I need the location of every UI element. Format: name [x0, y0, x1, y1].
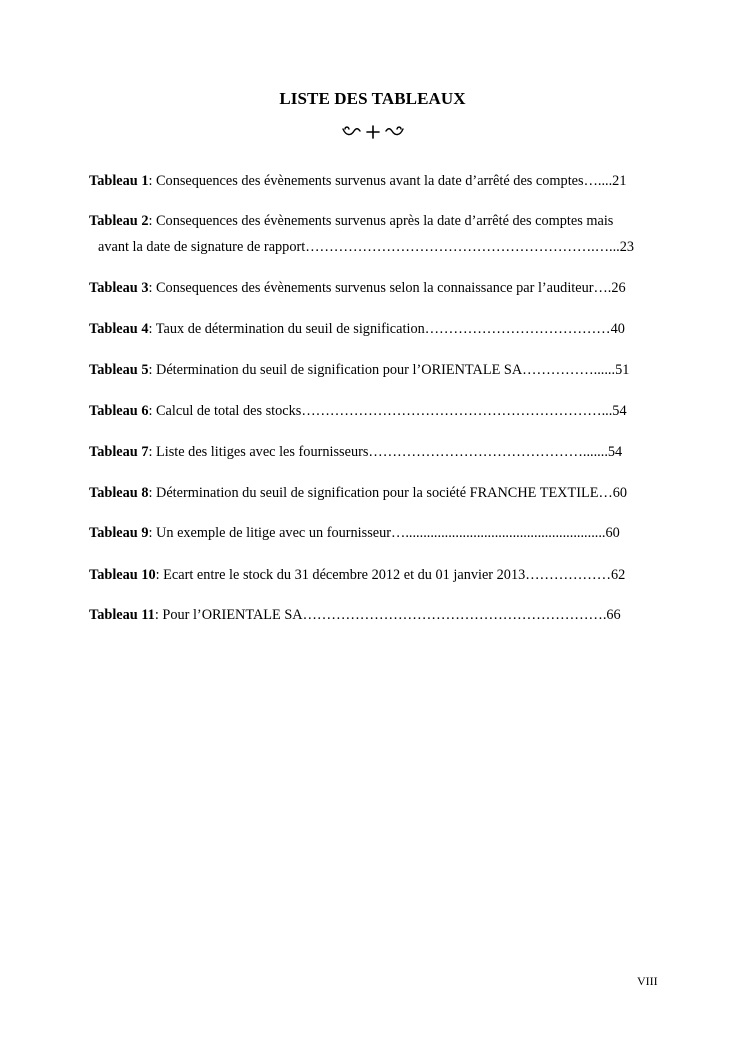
toc-entry-label: Tableau 4 [89, 321, 149, 337]
toc-entry-text: : Un exemple de litige avec un fournisseur…........................................................60 [148, 525, 620, 541]
page-number: VIII [637, 974, 658, 988]
toc-entry-text: : Pour l’ORIENTALE SA……………………………………………………….66 [154, 607, 621, 623]
toc-entry-text: : Consequences des évènements survenus selon la connaissance par l’auditeur….26 [148, 280, 626, 296]
toc-entry-tableau-10[interactable] [89, 567, 625, 584]
toc-entry-label: Tableau 9 [89, 525, 149, 541]
toc-entry-label: Tableau 6 [89, 403, 149, 419]
toc-entry-tableau-2[interactable] [89, 213, 613, 230]
toc-entry-label: Tableau 2 [89, 213, 149, 229]
toc-entry-tableau-8[interactable] [89, 485, 627, 502]
toc-entry-tableau-3[interactable] [89, 280, 626, 297]
toc-entry-text: : Ecart entre le stock du 31 décembre 2012 et du 01 janvier 2013………………62 [155, 567, 626, 583]
toc-entry-label: Tableau 3 [89, 280, 149, 296]
toc-entry-tableau-6[interactable] [89, 403, 627, 420]
toc-entry-label: Tableau 10 [89, 567, 156, 583]
toc-entry-label: Tableau 11 [89, 607, 155, 623]
toc-entry-tableau-11[interactable] [89, 607, 621, 624]
toc-entry-label: Tableau 8 [89, 485, 149, 501]
toc-entry-label: Tableau 1 [89, 173, 149, 189]
toc-entry-tableau-5[interactable] [89, 362, 629, 379]
page-title: LISTE DES TABLEAUX [279, 89, 466, 108]
toc-entry-tableau-7[interactable] [89, 444, 622, 461]
toc-entry-text: : Taux de détermination du seuil de signification…………………………………40 [148, 321, 625, 337]
toc-entry-label: Tableau 7 [89, 444, 149, 460]
toc-entry-text: : Consequences des évènements survenus après la date d’arrêté des comptes mais [148, 213, 614, 229]
toc-entry-continuation: avant la date de signature de rapport…………………………………………………….…...23 [98, 239, 635, 255]
toc-entry-tableau-4[interactable] [89, 321, 625, 338]
toc-entry-text: : Détermination du seuil de signification pour la société FRANCHE TEXTILE…60 [148, 485, 628, 501]
fleuron-ornament-icon [333, 120, 413, 144]
toc-entry-text: : Détermination du seuil de signification pour l’ORIENTALE SA……………......51 [148, 362, 630, 378]
toc-entry-text: : Consequences des évènements survenus avant la date d’arrêté des comptes…....21 [148, 173, 627, 189]
toc-entry-label: Tableau 5 [89, 362, 149, 378]
toc-entry-text: : Calcul de total des stocks………………………………………………………...54 [148, 403, 627, 419]
toc-entry-tableau-9[interactable] [89, 525, 620, 542]
toc-entry-text: : Liste des litiges avec les fournisseurs……………………………………….......54 [148, 444, 623, 460]
toc-entry-tableau-1[interactable] [89, 173, 626, 190]
